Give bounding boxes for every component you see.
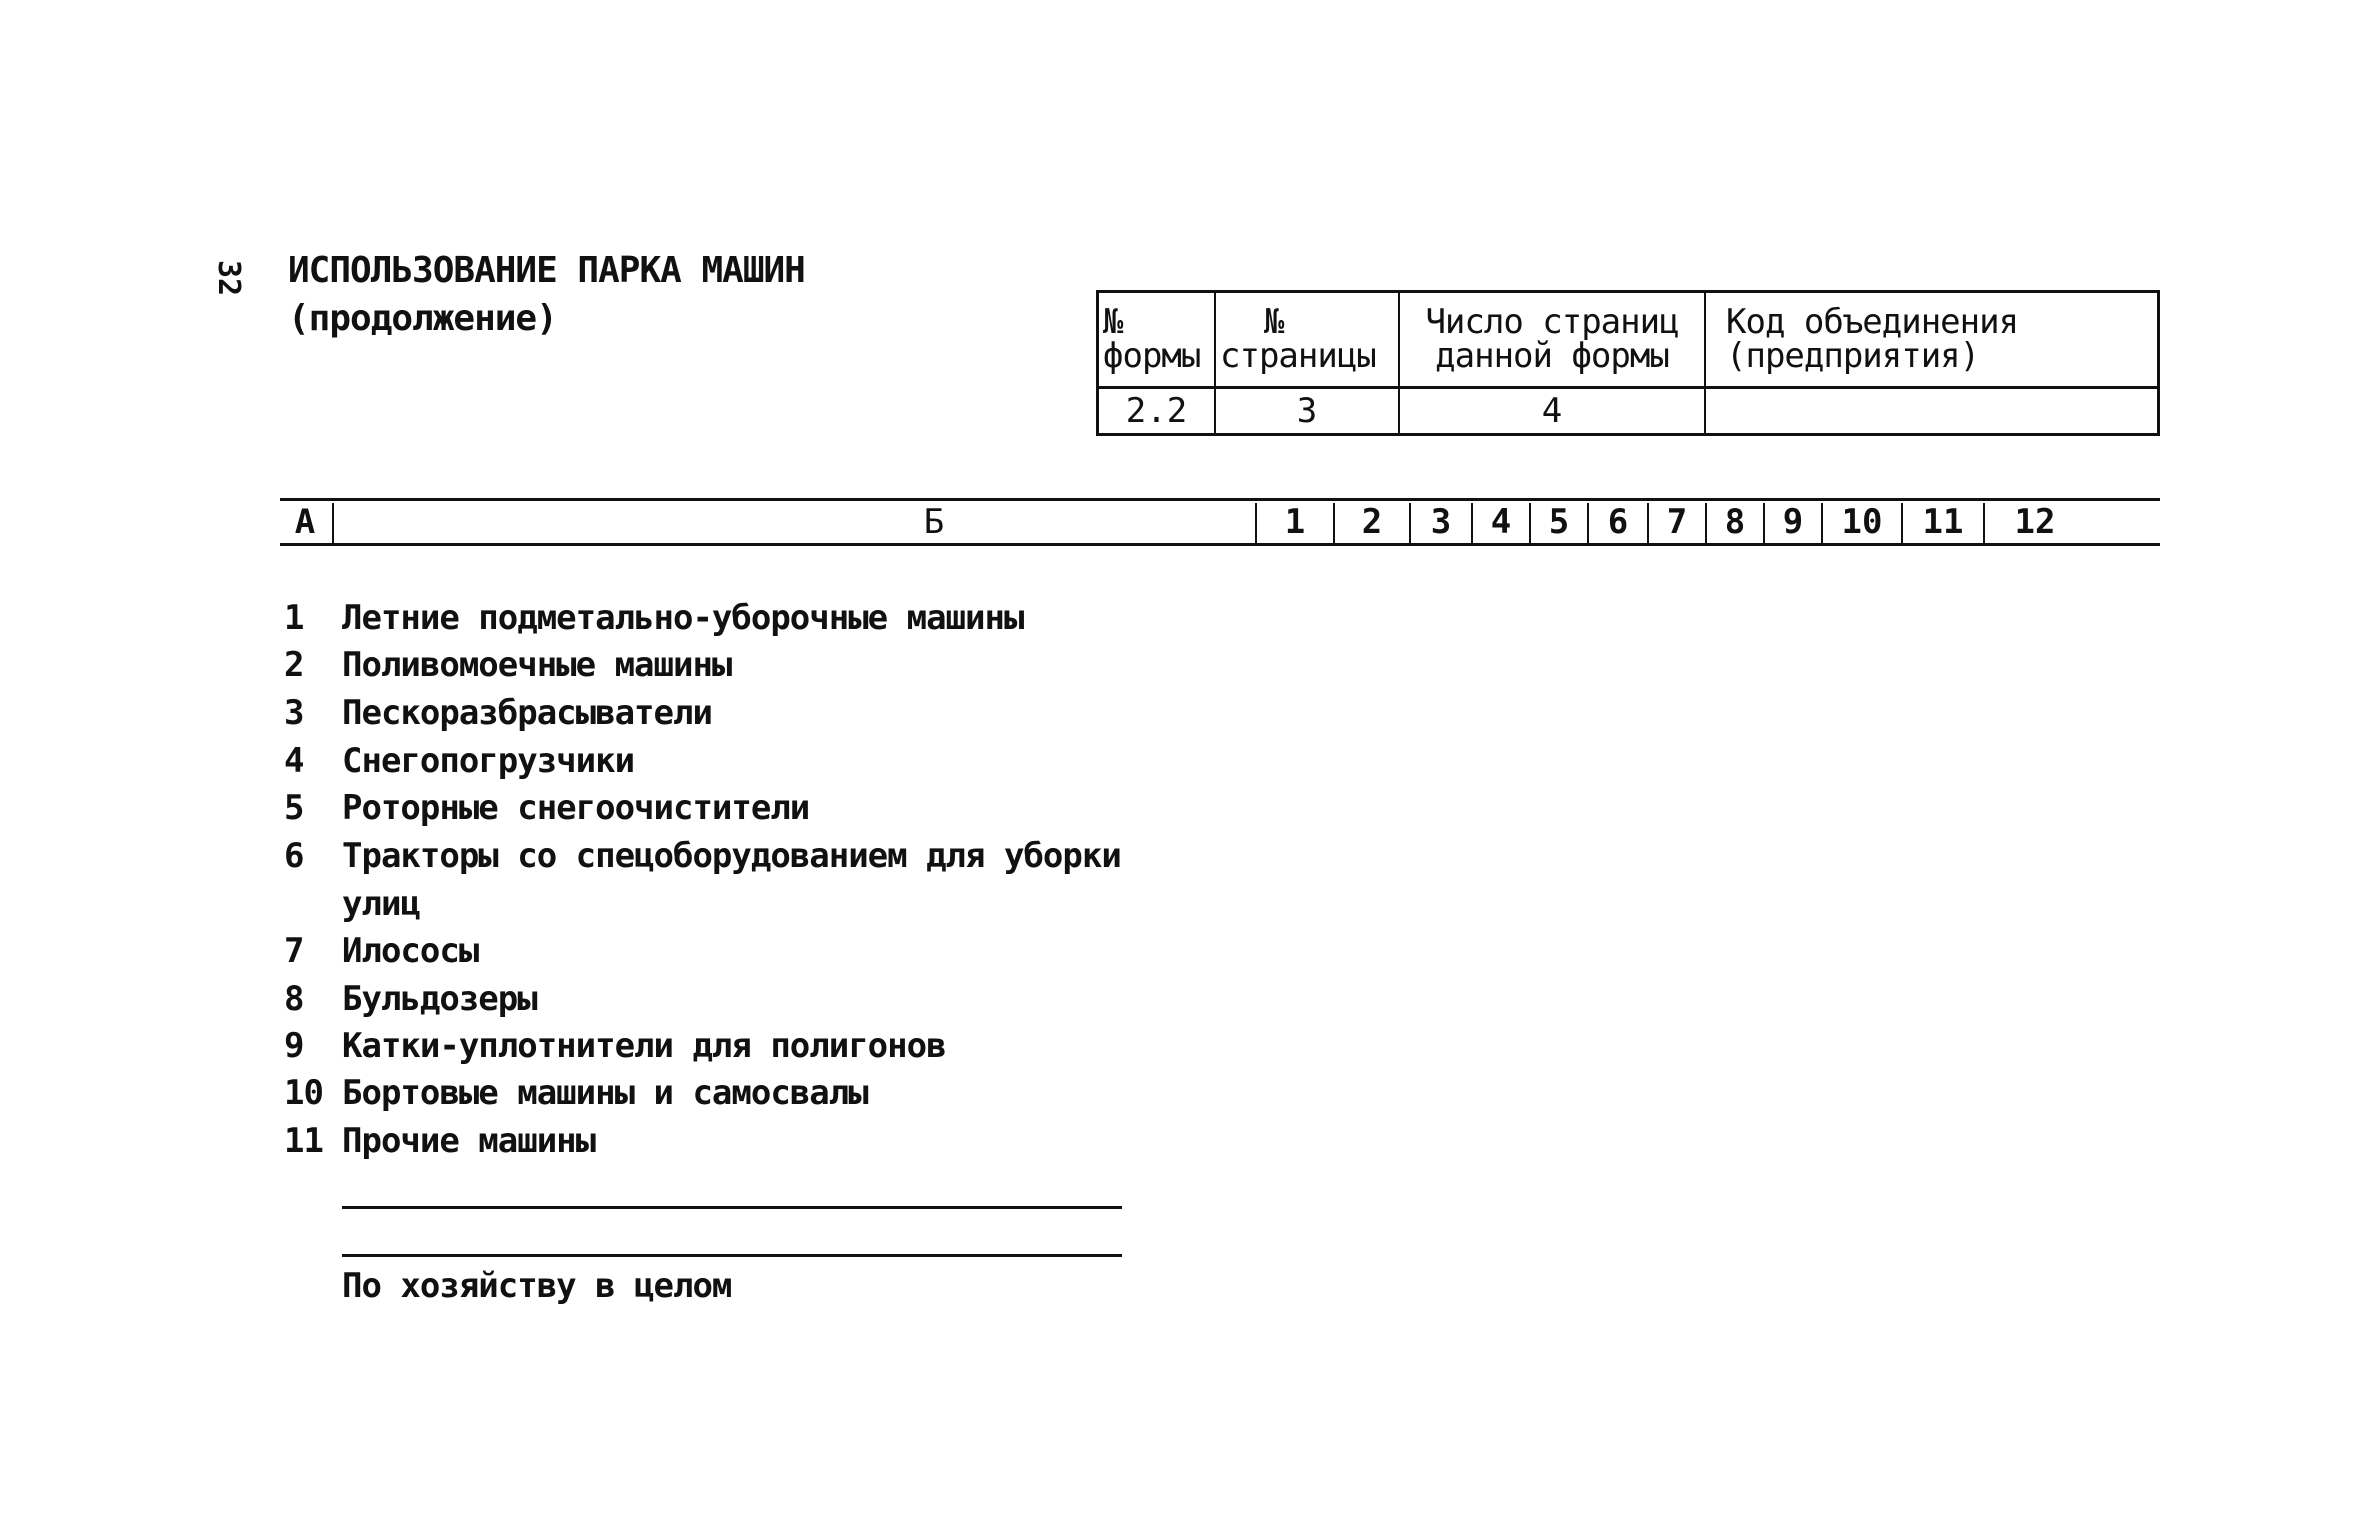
column-header-b: Б <box>923 502 945 542</box>
column-header-strip <box>280 498 2160 546</box>
row-label: Тракторы со спецоборудованием для уборки <box>342 836 1121 876</box>
column-header-1: 1 <box>1284 502 1306 542</box>
row-number: 10 <box>284 1073 323 1113</box>
page-subtitle: (продолжение) <box>288 298 557 339</box>
row-number: 9 <box>284 1026 304 1066</box>
info-col-page-number <box>1216 293 1400 433</box>
row-number: 2 <box>284 645 304 685</box>
row-label: Снегопогрузчики <box>342 741 635 781</box>
column-header-5: 5 <box>1548 502 1570 542</box>
column-header-12: 12 <box>2014 502 2056 542</box>
total-row-label: По хозяйству в целом <box>342 1266 732 1306</box>
row-label: Роторные снегоочистители <box>342 788 810 828</box>
column-header-8: 8 <box>1724 502 1746 542</box>
list-item <box>284 836 1121 876</box>
info-value-page-count: 4 <box>1541 391 1563 431</box>
column-header-9: 9 <box>1782 502 1804 542</box>
info-col-org-code <box>1706 293 2157 433</box>
info-header-line: страницы <box>1220 336 1376 376</box>
row-label: Илососы <box>342 931 479 971</box>
column-header-2: 2 <box>1361 502 1383 542</box>
column-header-11: 11 <box>1922 502 1964 542</box>
list-item <box>284 741 634 781</box>
info-header-line: (предприятия) <box>1726 336 1980 376</box>
row-number: 8 <box>284 979 304 1019</box>
list-item <box>284 693 712 733</box>
list-item <box>284 979 537 1019</box>
row-number: 1 <box>284 598 304 638</box>
list-item <box>284 788 809 828</box>
row-label: Поливомоечные машины <box>342 645 732 685</box>
page-title: ИСПОЛЬЗОВАНИЕ ПАРКА МАШИН <box>288 250 805 291</box>
row-label: Бортовые машины и самосвалы <box>342 1073 868 1113</box>
info-value-org-code <box>1706 389 2157 433</box>
info-header-form-number <box>1099 293 1214 389</box>
info-header-page-count <box>1400 293 1704 389</box>
list-item <box>284 931 478 971</box>
row-label: Катки-уплотнители для полигонов <box>342 1026 946 1066</box>
column-header-7: 7 <box>1666 502 1688 542</box>
row-label: Пескоразбрасыватели <box>342 693 712 733</box>
info-header-line: Код объединения <box>1726 302 2019 342</box>
column-header-6: 6 <box>1607 502 1629 542</box>
row-label-continuation: улиц <box>342 884 420 924</box>
info-header-line: № <box>1264 302 1284 342</box>
info-header-page-number <box>1216 293 1398 389</box>
divider-line <box>342 1206 1122 1209</box>
row-number: 11 <box>284 1121 323 1161</box>
list-item <box>284 1073 868 1113</box>
info-value-form-number: 2.2 <box>1125 391 1188 431</box>
row-number: 6 <box>284 836 304 876</box>
info-header-org-code <box>1706 293 2157 389</box>
info-value-page-number: 3 <box>1296 391 1318 431</box>
divider-line <box>342 1254 1122 1257</box>
list-item <box>284 1121 595 1161</box>
column-header-3: 3 <box>1430 502 1452 542</box>
row-number: 5 <box>284 788 304 828</box>
info-header-line: формы <box>1103 336 1201 376</box>
info-header-line: данной формы <box>1435 336 1669 376</box>
info-col-page-count <box>1400 293 1706 433</box>
column-header-10: 10 <box>1841 502 1883 542</box>
list-item <box>284 1026 946 1066</box>
row-label: Прочие машины <box>342 1121 596 1161</box>
column-header-a: А <box>294 502 316 542</box>
row-label: Летние подметально-уборочные машины <box>342 598 1024 638</box>
page-number: 32 <box>211 259 246 297</box>
info-header-line: Число страниц <box>1425 302 1679 342</box>
row-number: 4 <box>284 741 304 781</box>
info-header-line: № <box>1103 302 1123 342</box>
info-col-form-number <box>1099 293 1216 433</box>
list-item <box>284 598 1023 638</box>
form-info-table <box>1096 290 2160 436</box>
list-item <box>284 645 731 685</box>
row-number: 3 <box>284 693 304 733</box>
column-header-4: 4 <box>1490 502 1512 542</box>
row-number: 7 <box>284 931 304 971</box>
row-label: Бульдозеры <box>342 979 537 1019</box>
